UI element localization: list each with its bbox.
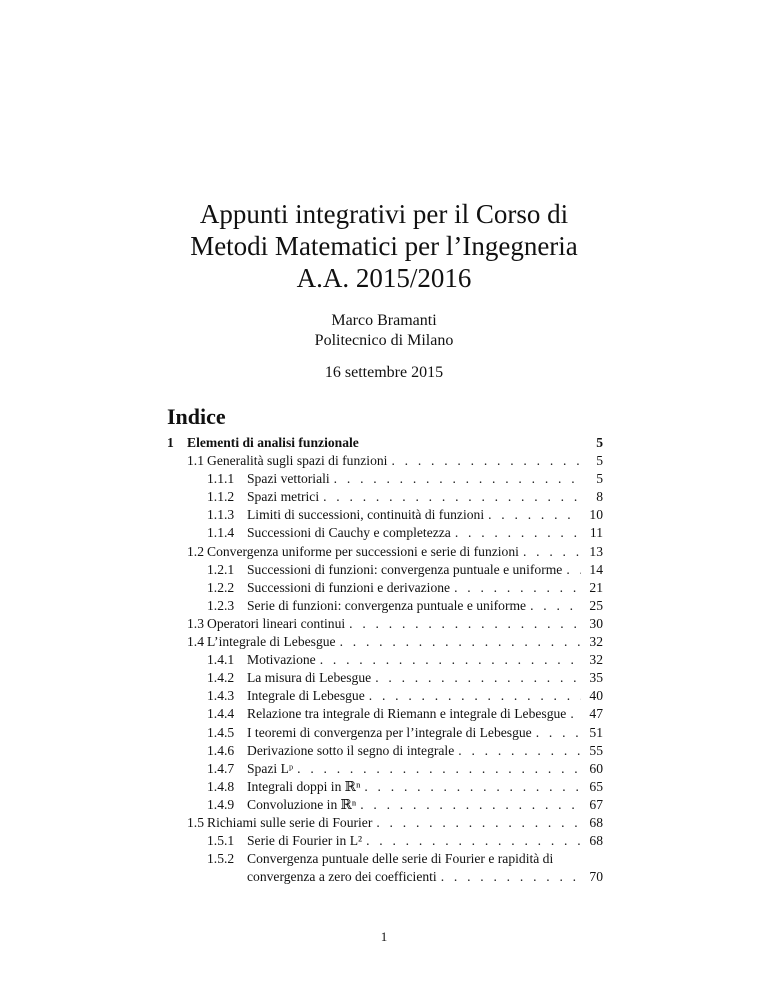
toc-entry-page: 68 (589, 814, 603, 830)
toc-entry-number: 1.1.3 (207, 507, 235, 523)
toc-leader-dots (455, 524, 581, 542)
toc-entry[interactable] (167, 543, 603, 561)
title-line-3: A.A. 2015/2016 (296, 263, 472, 293)
toc-entry-title: Limiti di successioni, continuità di funzioni (247, 507, 485, 523)
toc-entry-page: 32 (589, 634, 603, 650)
toc-heading: Indice (167, 404, 226, 429)
toc-entry-title: Successioni di funzioni: convergenza puntuale e uniforme (247, 561, 563, 577)
toc-leader-dots (349, 615, 581, 633)
toc-entry-title: Spazi Lᵖ (247, 760, 294, 776)
toc-entry-number: 1.4.9 (207, 796, 235, 812)
toc-entry-title: Successioni di Cauchy e completezza (247, 525, 451, 541)
toc-entry-page: 47 (589, 706, 603, 722)
toc-leader-dots (369, 687, 581, 705)
toc-entry-number: 1.2 (187, 543, 204, 559)
toc-entry-page: 67 (589, 796, 603, 812)
toc-entry[interactable] (167, 796, 603, 814)
toc-entry[interactable] (167, 615, 603, 633)
toc-entry-title: Convergenza uniforme per successioni e serie di funzioni (207, 543, 519, 559)
toc-entry-number: 1.4.2 (207, 670, 235, 686)
toc-entry-number: 1.4.8 (207, 778, 235, 794)
toc-leader-dots (334, 470, 581, 488)
toc-entry-title: Spazi vettoriali (247, 471, 330, 487)
toc-entry[interactable] (167, 633, 603, 651)
toc-entry-title: Derivazione sotto il segno di integrale (247, 742, 455, 758)
toc-entry-title: Operatori lineari continui (207, 615, 346, 631)
toc-entry[interactable] (167, 434, 603, 452)
title-line-2: Metodi Matematici per l’Ingegneria (190, 231, 578, 261)
toc-entry-title: Generalità sugli spazi di funzioni (207, 453, 388, 469)
toc-entry-title: L’integrale di Lebesgue (207, 634, 336, 650)
toc-entry-title: Spazi metrici (247, 489, 320, 505)
toc-entry-number: 1.4.7 (207, 760, 235, 776)
toc-entry-number: 1.2.3 (207, 597, 235, 613)
toc-entry-page: 14 (589, 561, 603, 577)
toc-entry-title: convergenza a zero dei coefficienti (247, 869, 437, 885)
toc-leader-dots (458, 742, 581, 760)
toc-entry-page: 13 (589, 543, 603, 559)
toc-entry[interactable] (167, 524, 603, 542)
toc-leader-dots (376, 814, 581, 832)
toc-entry-number: 1.5 (187, 814, 204, 830)
toc-entry-title: Convergenza puntuale delle serie di Fourier e rapidità di (247, 851, 554, 867)
toc-leader-dots (570, 705, 581, 723)
toc-entry[interactable] (167, 470, 603, 488)
toc-entry-number: 1.2.1 (207, 561, 235, 577)
document-title (0, 198, 768, 294)
author-affiliation: Politecnico di Milano (314, 332, 454, 349)
toc-entry[interactable] (167, 705, 603, 723)
toc-entry-page: 70 (589, 869, 603, 885)
toc-entry-title: I teoremi di convergenza per l’integrale di Lebesgue (247, 724, 532, 740)
toc-entry-number: 1.1.1 (207, 471, 235, 487)
toc-entry-number: 1.5.2 (207, 851, 235, 867)
toc-entry-page: 51 (589, 724, 603, 740)
toc-entry[interactable] (167, 742, 603, 760)
toc-entry-title: Motivazione (247, 652, 316, 668)
toc-entry-page: 68 (589, 833, 603, 849)
toc-entry[interactable] (167, 724, 603, 742)
toc-entry-page: 11 (589, 525, 603, 541)
toc-entry[interactable] (167, 778, 603, 796)
toc-entry-number: 1.4.5 (207, 724, 235, 740)
toc-entry-number: 1.1.2 (207, 489, 235, 505)
toc-entry-title: Successioni di funzioni e derivazione (247, 579, 451, 595)
toc-entry[interactable] (167, 760, 603, 778)
toc-entry-number: 1.2.2 (207, 579, 235, 595)
toc-entry-title: Serie di Fourier in L² (247, 833, 363, 849)
toc-leader-dots (566, 561, 581, 579)
table-of-contents (167, 434, 603, 886)
toc-entry-number: 1.4.4 (207, 706, 235, 722)
toc-entry-number: 1 (167, 435, 174, 450)
toc-entry[interactable] (167, 814, 603, 832)
author-name: Marco Bramanti (331, 312, 437, 329)
toc-entry-title: Integrali doppi in ℝⁿ (247, 778, 361, 794)
toc-entry-page: 65 (589, 778, 603, 794)
toc-entry-page: 5 (596, 435, 603, 450)
toc-entry[interactable] (167, 561, 603, 579)
toc-leader-dots (340, 633, 581, 651)
toc-entry-page: 60 (589, 760, 603, 776)
toc-leader-dots (366, 832, 581, 850)
toc-entry-page: 40 (589, 688, 603, 704)
toc-entry[interactable] (167, 687, 603, 705)
toc-entry-title: La misura di Lebesgue (247, 670, 372, 686)
toc-entry-page: 8 (596, 489, 603, 505)
toc-entry-title: Integrale di Lebesgue (247, 688, 365, 704)
toc-leader-dots (530, 597, 581, 615)
toc-entry[interactable] (167, 597, 603, 615)
toc-entry-number: 1.5.1 (207, 833, 235, 849)
toc-entry-title: Relazione tra integrale di Riemann e integrale di Lebesgue (247, 706, 567, 722)
toc-leader-dots (441, 868, 581, 886)
toc-leader-dots (536, 724, 581, 742)
toc-entry-page: 5 (596, 471, 603, 487)
toc-entry-number: 1.1 (187, 453, 204, 469)
toc-leader-dots (360, 796, 581, 814)
toc-leader-dots (523, 543, 581, 561)
toc-entry-page: 21 (589, 579, 603, 595)
toc-entry-title: Richiami sulle serie di Fourier (207, 814, 373, 830)
toc-entry-number: 1.4.6 (207, 742, 235, 758)
toc-entry-page: 10 (589, 507, 603, 523)
toc-leader-dots (364, 778, 581, 796)
toc-entry[interactable] (167, 488, 603, 506)
page-number: 1 (380, 929, 388, 944)
toc-leader-dots (297, 760, 581, 778)
toc-leader-dots (488, 506, 581, 524)
toc-entry[interactable] (167, 579, 603, 597)
toc-entry[interactable] (167, 850, 603, 868)
toc-leader-dots (391, 452, 581, 470)
toc-entry[interactable] (167, 868, 603, 886)
toc-entry[interactable] (167, 832, 603, 850)
toc-leader-dots (320, 651, 581, 669)
toc-entry[interactable] (167, 669, 603, 687)
toc-entry-page: 25 (589, 597, 603, 613)
toc-leader-dots (323, 488, 581, 506)
toc-entry[interactable] (167, 506, 603, 524)
toc-entry-page: 55 (589, 742, 603, 758)
toc-entry[interactable] (167, 452, 603, 470)
toc-leader-dots (375, 669, 581, 687)
toc-entry-number: 1.1.4 (207, 525, 235, 541)
toc-entry-title: Elementi di analisi funzionale (187, 435, 359, 450)
toc-entry-number: 1.4.3 (207, 688, 235, 704)
title-line-1: Appunti integrativi per il Corso di (199, 199, 569, 229)
toc-leader-dots (454, 579, 581, 597)
toc-entry-title: Serie di funzioni: convergenza puntuale e uniforme (247, 597, 527, 613)
author-block (0, 311, 768, 351)
document-date: 16 settembre 2015 (324, 364, 444, 381)
toc-entry-number: 1.4 (187, 634, 204, 650)
toc-entry-page: 35 (589, 670, 603, 686)
toc-entry[interactable] (167, 651, 603, 669)
toc-entry-page: 30 (589, 615, 603, 631)
toc-entry-number: 1.4.1 (207, 652, 235, 668)
toc-entry-number: 1.3 (187, 615, 204, 631)
toc-entry-title: Convoluzione in ℝⁿ (247, 796, 357, 812)
toc-entry-page: 5 (596, 453, 603, 469)
toc-entry-page: 32 (589, 652, 603, 668)
